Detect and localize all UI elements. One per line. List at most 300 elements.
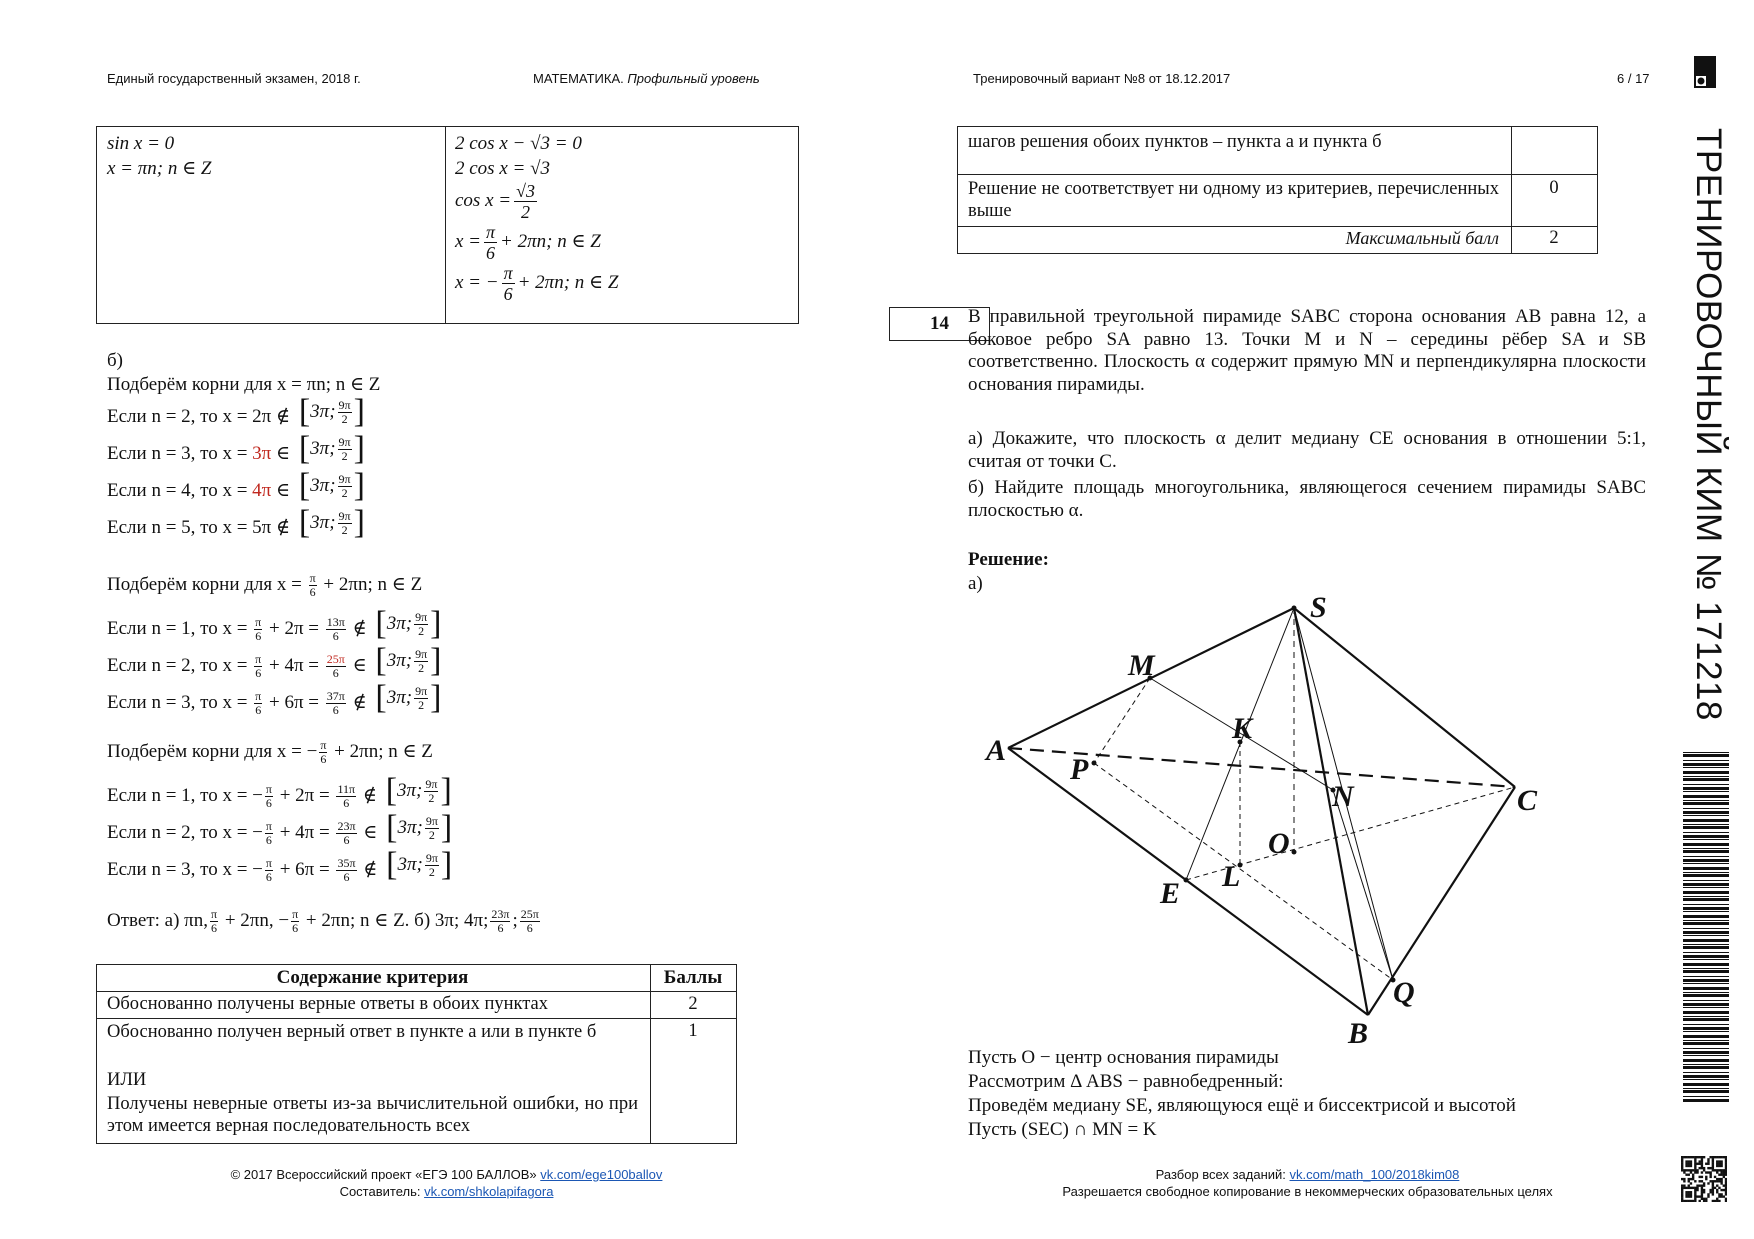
sol-line-2: Рассмотрим Δ ABS − равнобедренный: [968, 1071, 1284, 1092]
qr-cell [1718, 1156, 1720, 1158]
qr-cell [1707, 1182, 1709, 1184]
qr-cell [1712, 1191, 1714, 1193]
qr-code-cells [1681, 1156, 1727, 1202]
qr-cell [1709, 1191, 1711, 1193]
qr-cell [1723, 1171, 1725, 1173]
g3-mid: + 4π = [274, 822, 335, 843]
point-S [1292, 606, 1297, 611]
criteria-row2-text2: Получены неверные ответы из-за вычислительной ошибки, но при этом имеется верная последовательность всех [107, 1094, 638, 1136]
barcode-bar [1683, 976, 1729, 977]
answer-frac-2 [291, 908, 299, 935]
barcode-bar [1683, 1042, 1729, 1045]
criteria-max-score: 2 [1549, 228, 1559, 248]
qr-cell [1707, 1195, 1709, 1197]
barcode-bar [1683, 959, 1729, 960]
qr-cell [1701, 1160, 1703, 1162]
g1-interval-lbracket: [ [298, 467, 311, 504]
g1-interval-rbracket: ] [353, 504, 365, 541]
qr-cell [1716, 1200, 1718, 1202]
g2-pi-frac-den: 6 [255, 629, 262, 644]
qr-cell [1720, 1169, 1722, 1171]
qr-cell [1716, 1178, 1718, 1180]
qr-cell [1725, 1189, 1727, 1191]
edge-SC [1294, 608, 1515, 787]
g1-interval [299, 432, 365, 466]
g3-result-frac [336, 820, 356, 847]
qr-cell [1718, 1165, 1720, 1167]
barcode-bar [1683, 955, 1729, 958]
qr-cell [1725, 1167, 1727, 1169]
qr-cell [1690, 1191, 1692, 1193]
qr-cell [1718, 1195, 1720, 1197]
label-E: E [1160, 877, 1181, 910]
g3-mid: + 2π = [274, 785, 335, 806]
qr-cell [1683, 1180, 1685, 1182]
corner-marker-shape [1694, 56, 1716, 88]
footer-link-author[interactable]: vk.com/shkolapifagora [424, 1184, 554, 1199]
g2-title-den: 6 [309, 585, 316, 599]
qr-cell [1707, 1167, 1709, 1169]
g3-result-frac [336, 783, 356, 810]
qr-cell [1707, 1163, 1709, 1165]
answer-frac-1 [210, 908, 218, 935]
qr-cell [1720, 1160, 1722, 1162]
qr-cell [1723, 1169, 1725, 1171]
sol-x-eq-1: x = [455, 230, 482, 252]
qr-cell [1681, 1156, 1683, 1158]
criteria-right-hline-1 [958, 174, 1597, 175]
g1-pre: Если n = 3, то x = [107, 443, 253, 464]
g2-pi-frac-num: π [255, 652, 262, 667]
qr-cell [1696, 1163, 1698, 1165]
qr-cell [1712, 1163, 1714, 1165]
g2-pi-frac [254, 653, 262, 680]
barcode-bar [1683, 874, 1729, 877]
qr-cell [1723, 1174, 1725, 1176]
label-O: O [1268, 827, 1290, 860]
barcode-bar [1683, 911, 1729, 912]
g1-value: 4π [252, 480, 272, 501]
qr-cell [1712, 1184, 1714, 1186]
criteria-row2-text: Обоснованно получен верный ответ в пункте а или в пункте б [107, 1022, 597, 1042]
qr-cell [1688, 1187, 1690, 1189]
g2-interval-end [414, 685, 428, 712]
barcode-bar [1683, 1066, 1729, 1069]
g2-interval-end-num: 9π [415, 683, 428, 698]
g3-interval-end-num: 9π [425, 850, 438, 865]
qr-cell [1707, 1193, 1709, 1195]
sol-line-1: Пусть O − центр основания пирамиды [968, 1047, 1279, 1068]
qr-cell [1694, 1180, 1696, 1182]
point-E [1184, 878, 1189, 883]
criteria-row1-score: 2 [688, 994, 698, 1014]
g1-interval-end-den: 2 [341, 448, 348, 463]
sol-frac-pi6-2 [502, 263, 515, 304]
qr-cell [1725, 1158, 1727, 1160]
barcode-bar [1683, 795, 1729, 798]
qr-cell [1694, 1198, 1696, 1200]
qr-cell [1694, 1195, 1696, 1197]
g1-interval-end-num: 9π [338, 471, 351, 486]
g3-pre: Если n = 2, то x = − [107, 822, 263, 843]
qr-cell [1696, 1189, 1698, 1191]
qr-cell [1712, 1180, 1714, 1182]
qr-cell [1688, 1165, 1690, 1167]
criteria-right-row2: Решение не соответствует ни одному из критериев, перечисленных выше [968, 179, 1499, 221]
qr-cell [1720, 1165, 1722, 1167]
qr-cell [1685, 1193, 1687, 1195]
g1-interval-end [338, 510, 352, 537]
g2-interval-start: 3π; [386, 650, 413, 671]
qr-cell [1703, 1191, 1705, 1193]
barcode-bar [1683, 819, 1729, 822]
barcode-bar [1683, 800, 1729, 801]
barcode-bar [1683, 970, 1729, 973]
barcode-bar [1683, 872, 1729, 873]
g2-line [107, 607, 441, 643]
qr-cell [1725, 1165, 1727, 1167]
qr-cell [1690, 1160, 1692, 1162]
qr-cell [1692, 1200, 1694, 1202]
qr-cell [1688, 1200, 1690, 1202]
barcode-bar [1683, 944, 1729, 945]
g3-pi-frac-num: π [265, 782, 272, 797]
qr-cell [1725, 1191, 1727, 1193]
qr-cell [1718, 1178, 1720, 1180]
qr-cell [1696, 1171, 1698, 1173]
qr-cell [1701, 1193, 1703, 1195]
qr-cell [1681, 1158, 1683, 1160]
qr-cell [1718, 1200, 1720, 1202]
g2-interval-end-den: 2 [418, 623, 425, 638]
edge-BC [1368, 787, 1515, 1015]
barcode-bar [1683, 1064, 1729, 1065]
g1-interval-start: 3π; [310, 512, 336, 533]
qr-cell [1694, 1169, 1696, 1171]
qr-cell [1692, 1169, 1694, 1171]
qr-cell [1718, 1160, 1720, 1162]
qr-cell [1688, 1174, 1690, 1176]
qr-cell [1712, 1182, 1714, 1184]
qr-cell [1720, 1163, 1722, 1165]
qr-cell [1716, 1165, 1718, 1167]
barcode-bar [1683, 1096, 1729, 1097]
qr-cell [1694, 1200, 1696, 1202]
qr-cell [1694, 1193, 1696, 1195]
g3-title-den: 6 [320, 752, 327, 766]
sol-root-2: + 2πn; n ∈ Z [517, 271, 619, 293]
qr-cell [1701, 1171, 1703, 1173]
g1-interval-end-num: 9π [338, 434, 351, 449]
qr-cell [1683, 1200, 1685, 1202]
qr-cell [1692, 1174, 1694, 1176]
barcode-bar [1683, 815, 1729, 816]
barcode-bar [1683, 983, 1729, 984]
qr-cell [1725, 1198, 1727, 1200]
barcode-bar [1683, 850, 1729, 853]
qr-cell [1681, 1163, 1683, 1165]
g1-interval-rbracket: ] [353, 430, 365, 467]
barcode-bars [1683, 752, 1729, 1102]
g3-interval [386, 848, 452, 882]
qr-cell [1699, 1167, 1701, 1169]
g3-interval [386, 811, 452, 845]
qr-cell [1690, 1165, 1692, 1167]
g2-pre: Если n = 2, то x = [107, 655, 253, 676]
g2-pi-frac-num: π [255, 615, 262, 630]
barcode-bar [1683, 898, 1729, 901]
qr-cell [1718, 1180, 1720, 1182]
g3-interval-lbracket: [ [386, 809, 398, 846]
barcode-bar [1683, 939, 1729, 942]
footer-link-analysis[interactable]: vk.com/math_100/2018kim08 [1289, 1167, 1460, 1182]
qr-cell [1716, 1180, 1718, 1182]
barcode-bar [1683, 952, 1729, 953]
g1-interval-start: 3π; [310, 401, 336, 422]
barcode-bar [1683, 1075, 1729, 1078]
barcode-bar [1683, 946, 1729, 949]
qr-cell [1690, 1163, 1692, 1165]
barcode-bar [1683, 1011, 1729, 1014]
solution-table-divider [445, 127, 446, 323]
qr-cell [1688, 1193, 1690, 1195]
barcode-bar [1683, 848, 1729, 849]
barcode-bar [1683, 856, 1729, 857]
qr-cell [1692, 1176, 1694, 1178]
point-O [1292, 850, 1297, 855]
qr-cell [1712, 1165, 1714, 1167]
g3-interval-end [424, 778, 438, 805]
g2-interval-lbracket: [ [375, 642, 387, 679]
barcode [1683, 752, 1731, 1102]
g2-interval [375, 607, 441, 641]
qr-cell [1694, 1163, 1696, 1165]
label-L: L [1222, 860, 1241, 893]
qr-cell [1688, 1178, 1690, 1180]
g3-pi-frac [265, 783, 273, 810]
qr-cell [1699, 1184, 1701, 1186]
g2-interval-end-num: 9π [415, 646, 428, 661]
qr-cell [1690, 1195, 1692, 1197]
qr-cell [1712, 1200, 1714, 1202]
barcode-bar [1683, 767, 1729, 768]
qr-cell [1703, 1156, 1705, 1158]
criteria-left-hline-2 [97, 1018, 736, 1019]
qr-cell [1718, 1193, 1720, 1195]
g1-interval-end-den: 2 [341, 411, 348, 426]
qr-cell [1725, 1174, 1727, 1176]
qr-cell [1701, 1156, 1703, 1158]
barcode-bar [1683, 787, 1729, 790]
header-variant: Тренировочный вариант №8 от 18.12.2017 [973, 71, 1231, 86]
point-P [1092, 761, 1097, 766]
qr-cell [1725, 1200, 1727, 1202]
g3-result-frac-num: 11π [337, 782, 356, 797]
g2-pi-frac [254, 616, 262, 643]
answer-frac-2-den: 6 [292, 921, 299, 935]
g1-value: 2π [252, 406, 272, 427]
sol-right-4 [455, 222, 618, 263]
qr-cell [1681, 1184, 1683, 1186]
barcode-bar [1683, 994, 1729, 997]
qr-cell [1703, 1167, 1705, 1169]
label-P: P [1070, 753, 1089, 786]
qr-cell [1720, 1193, 1722, 1195]
solution-lines [968, 1046, 1516, 1142]
qr-cell [1681, 1160, 1683, 1162]
qr-cell [1701, 1195, 1703, 1197]
g3-interval-end-den: 2 [428, 864, 435, 879]
qr-cell [1688, 1184, 1690, 1186]
solution-left-col [107, 131, 211, 181]
qr-cell [1690, 1193, 1692, 1195]
g2-result-frac [326, 653, 346, 680]
g2-relation: ∈ [347, 655, 372, 676]
sol-x-eq-2: x = − [455, 271, 499, 293]
criteria-row1-text: Обоснованно получены верные ответы в обоих пунктах [107, 994, 549, 1014]
qr-cell [1685, 1174, 1687, 1176]
g3-line [107, 774, 452, 810]
barcode-bar [1683, 1083, 1729, 1086]
qr-cell [1712, 1160, 1714, 1162]
qr-cell [1703, 1200, 1705, 1202]
answer-p2: + 2πn, − [220, 909, 290, 931]
g2-result-frac [326, 690, 346, 717]
qr-cell [1718, 1187, 1720, 1189]
qr-cell [1714, 1180, 1716, 1182]
barcode-bar [1683, 928, 1729, 929]
qr-cell [1725, 1193, 1727, 1195]
barcode-bar [1683, 887, 1729, 888]
qr-cell [1709, 1189, 1711, 1191]
barcode-bar [1683, 1024, 1729, 1025]
barcode-bar [1683, 963, 1729, 966]
qr-cell [1696, 1187, 1698, 1189]
qr-cell [1709, 1156, 1711, 1158]
qr-cell [1701, 1165, 1703, 1167]
criteria-head-score: Баллы [663, 967, 723, 988]
qr-cell [1694, 1191, 1696, 1193]
footer-link-ege[interactable]: vk.com/ege100ballov [540, 1167, 663, 1182]
qr-cell [1690, 1178, 1692, 1180]
footer-right-line1 [957, 1166, 1658, 1183]
qr-cell [1701, 1176, 1703, 1178]
g3-interval-end-num: 9π [425, 813, 438, 828]
qr-cell [1688, 1191, 1690, 1193]
qr-cell [1723, 1184, 1725, 1186]
barcode-bar [1683, 931, 1729, 934]
barcode-bar [1683, 1051, 1729, 1054]
g3-result-frac [336, 857, 356, 884]
sol-frac-sqrt3-2 [514, 181, 537, 222]
qr-cell [1701, 1163, 1703, 1165]
label-Q: Q [1393, 976, 1415, 1009]
g3-interval-end-den: 2 [428, 827, 435, 842]
solution-label: Решение: [968, 549, 1049, 570]
g3-title-frac [319, 739, 327, 766]
qr-cell [1683, 1178, 1685, 1180]
g2-title-pre: Подберём корни для x = [107, 573, 307, 595]
sol-right-1: 2 cos x − √3 = 0 [455, 133, 582, 154]
g3-interval-start: 3π; [397, 780, 423, 801]
g3-title [107, 739, 433, 766]
sol-frac-pi6-1 [484, 222, 497, 263]
header-level: Профильный уровень [627, 71, 760, 86]
g2-interval [375, 681, 441, 715]
barcode-bar [1683, 904, 1729, 905]
g3-line [107, 848, 452, 884]
g3-interval-end [425, 852, 439, 879]
qr-cell [1716, 1160, 1718, 1162]
qr-cell [1716, 1156, 1718, 1158]
g1-interval-end-num: 9π [338, 508, 351, 523]
side-title: ТРЕНИРОВОЧНЫЙ КИМ № 171218 [1689, 128, 1728, 721]
g2-result-frac-den: 6 [332, 629, 339, 644]
qr-cell [1701, 1180, 1703, 1182]
qr-cell [1688, 1163, 1690, 1165]
qr-cell [1690, 1187, 1692, 1189]
qr-cell [1707, 1160, 1709, 1162]
barcode-bar [1683, 776, 1729, 777]
barcode-bar [1683, 808, 1729, 809]
g1-interval-rbracket: ] [353, 393, 365, 430]
qr-cell [1683, 1184, 1685, 1186]
g3-interval-end-num: 9π [425, 776, 438, 791]
barcode-bar [1683, 863, 1729, 864]
sol-left-1: sin x = 0 [107, 133, 175, 154]
g2-line [107, 681, 441, 717]
qr-cell [1709, 1174, 1711, 1176]
answer-frac-1-num: π [211, 907, 218, 921]
qr-cell [1709, 1176, 1711, 1178]
qr-cell [1688, 1160, 1690, 1162]
qr-cell [1699, 1163, 1701, 1165]
g2-pi-frac-den: 6 [255, 666, 262, 681]
g3-pi-frac-den: 6 [265, 833, 272, 848]
barcode-bar [1683, 826, 1729, 829]
label-A: A [986, 734, 1007, 767]
answer-frac-2-num: π [292, 907, 299, 921]
qr-cell [1720, 1171, 1722, 1173]
g2-result-frac-num: 37π [326, 689, 345, 704]
barcode-bar [1683, 883, 1729, 886]
g3-pi-frac-num: π [265, 819, 272, 834]
qr-cell [1703, 1189, 1705, 1191]
qr-cell [1716, 1191, 1718, 1193]
g1-title: Подберём корни для x = πn; n ∈ Z [107, 374, 381, 395]
barcode-bar [1683, 935, 1729, 936]
qr-cell [1696, 1156, 1698, 1158]
qr-cell [1681, 1189, 1683, 1191]
g3-interval-lbracket: [ [385, 772, 398, 809]
qr-cell [1692, 1187, 1694, 1189]
g1-interval-end-den: 2 [341, 485, 348, 500]
barcode-bar [1683, 1040, 1729, 1041]
qr-cell [1703, 1169, 1705, 1171]
criteria-head-text: Содержание критерия [276, 967, 469, 988]
qr-cell [1699, 1200, 1701, 1202]
solution-right-col [455, 131, 618, 304]
g3-title-num: π [320, 738, 327, 752]
qr-cell [1688, 1156, 1690, 1158]
g2-interval-start: 3π; [386, 613, 413, 634]
task-statement: В правильной треугольной пирамиде SABC сторона основания AB равна 12, а боковое ребро SA равно 13. Точки M и N – середины рёбер SA и SB соответственно. Плоскость α содержит прямую MN и перпендикулярна плоскости основания пирамиды. [968, 306, 1647, 395]
g2-interval [375, 644, 441, 678]
barcode-bar [1683, 1059, 1729, 1062]
g1-relation: ∈ [271, 480, 295, 501]
barcode-bar [1683, 784, 1729, 785]
task-part-b: б) Найдите площадь многоугольника, являющегося сечением пирамиды SABC плоскостью α. [968, 477, 1646, 521]
